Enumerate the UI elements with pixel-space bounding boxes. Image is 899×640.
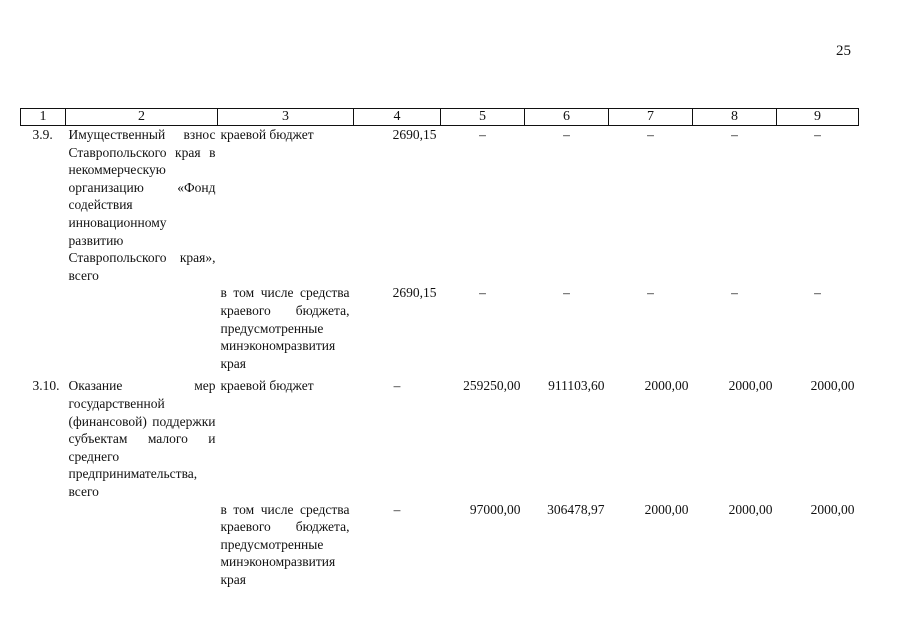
value-col-5: – xyxy=(479,127,486,142)
funding-source: краевой бюджет xyxy=(220,378,314,394)
table-row xyxy=(21,126,859,285)
column-header-7: 7 xyxy=(609,109,693,126)
value-col-7: – xyxy=(647,127,654,142)
row-number: 3.9. xyxy=(32,127,53,142)
value-col-6: – xyxy=(563,127,570,142)
value-col-8: 2000,00 xyxy=(728,501,773,517)
value-col-5: 259250,00 xyxy=(463,378,521,394)
funding-source: в том числе средства краевого бюджета, предусмотренные минэкономразвития края xyxy=(220,285,350,371)
row-description xyxy=(66,501,218,594)
table-row xyxy=(21,377,859,500)
column-header-3: 3 xyxy=(218,109,354,126)
value-col-7: – xyxy=(647,285,654,301)
column-header-8: 8 xyxy=(693,109,777,126)
value-col-5: – xyxy=(479,285,486,301)
value-col-8: – xyxy=(731,285,738,301)
row-number xyxy=(21,501,66,594)
value-col-8: 2000,00 xyxy=(728,378,773,394)
column-number-header-row xyxy=(21,109,859,126)
column-header-5: 5 xyxy=(441,109,525,126)
page-number: 25 xyxy=(836,43,851,59)
row-number xyxy=(21,284,66,377)
value-col-5: 97000,00 xyxy=(469,501,521,517)
value-col-6: – xyxy=(563,285,570,301)
value-col-4: 2690,15 xyxy=(392,285,437,301)
value-col-7: 2000,00 xyxy=(644,501,689,517)
table-row xyxy=(21,501,859,594)
value-col-9: 2000,00 xyxy=(810,378,855,394)
value-col-4: – xyxy=(393,378,401,394)
value-col-4: 2690,15 xyxy=(392,127,437,142)
value-col-6: 306478,97 xyxy=(547,501,605,517)
row-number: 3.10. xyxy=(32,378,60,394)
row-description: Имущественный взнос Ставропольского края в некоммерческую организацию «Фонд содействия инновационному развитию Ставропольского края», всего xyxy=(68,127,216,283)
value-col-9: 2000,00 xyxy=(810,501,855,517)
value-col-4: – xyxy=(393,501,401,517)
table-row xyxy=(21,284,859,377)
row-description xyxy=(66,284,218,377)
column-header-9: 9 xyxy=(777,109,859,126)
value-col-9: – xyxy=(814,127,821,142)
column-header-6: 6 xyxy=(525,109,609,126)
funding-source: в том числе средства краевого бюджета, предусмотренные минэкономразвития края xyxy=(220,501,350,587)
value-col-9: – xyxy=(814,285,821,301)
budget-table xyxy=(20,108,859,594)
funding-source: краевой бюджет xyxy=(220,127,314,142)
value-col-7: 2000,00 xyxy=(644,378,689,394)
row-description: Оказание мер государственной (финансовой) поддержки субъектам малого и среднего предпринимательства, всего xyxy=(68,378,216,499)
value-col-8: – xyxy=(731,127,738,142)
column-header-1: 1 xyxy=(21,109,66,126)
column-header-2: 2 xyxy=(66,109,218,126)
column-header-4: 4 xyxy=(354,109,441,126)
value-col-6: 911103,60 xyxy=(548,378,605,394)
